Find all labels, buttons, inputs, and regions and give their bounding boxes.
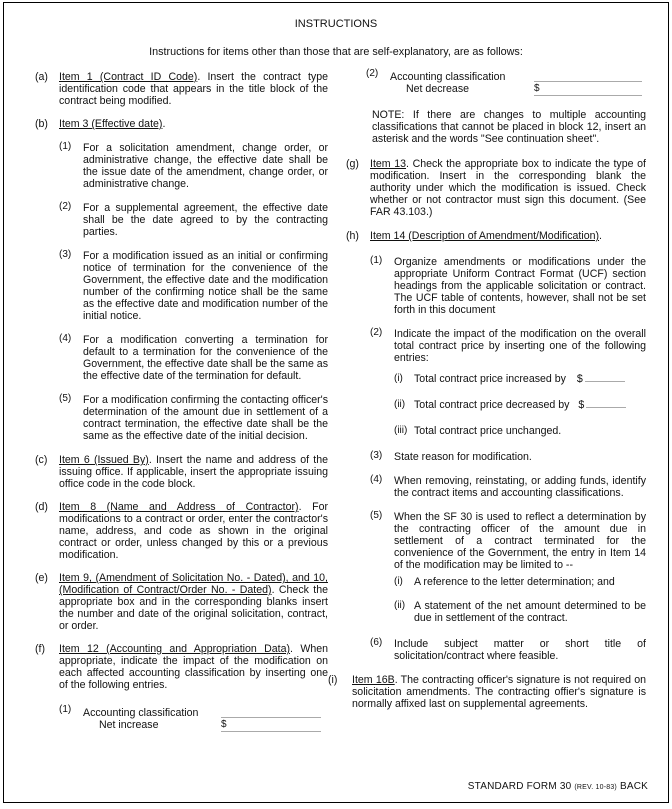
left-column (35, 71, 328, 746)
net-amount-label: (ii) (394, 600, 406, 611)
acct-2-line2: Net decrease (406, 83, 470, 95)
item-i-heading: Item 16B (352, 674, 395, 686)
item-b-sub-4-label: (4) (59, 333, 72, 344)
item-f-text: . When appropriate, indicate the impact of the modification on each affected accounting classification by inserting one of the following entries. (59, 643, 329, 691)
item-b-tail: . (162, 118, 166, 130)
letter-determination-text: A reference to the letter determination; and (414, 576, 615, 588)
acct-2-amount-field[interactable] (534, 69, 642, 95)
price-decreased-text: Total contract price decreased by (414, 399, 570, 411)
item-b-sub-2-label: (2) (59, 201, 72, 212)
item-d-text: . For modifications to a contract or order, enter the contractor's name, address, and code as shown in the original contract or order, unless changed by this or a previous modification. (59, 501, 328, 561)
price-increased-dollar: $ (576, 373, 583, 385)
price-unchanged-text: Total contract price unchanged. (414, 425, 562, 437)
item-h-sub-3-label: (3) (370, 450, 383, 461)
item-f (35, 643, 328, 735)
item-h-sub-4 (370, 475, 646, 499)
item-c-label: (c) (35, 454, 48, 466)
acct-2-dollar: $ (534, 83, 540, 94)
item-a (35, 71, 328, 107)
item-h-label: (h) (346, 230, 359, 242)
price-increased-row (394, 373, 646, 385)
item-d-label: (d) (35, 501, 48, 513)
item-h-sub-6 (370, 638, 646, 662)
right-column (328, 68, 646, 721)
item-b (35, 118, 328, 442)
price-decreased-label: (ii) (394, 399, 406, 410)
item-h-sub-6-text: Include subject matter or short title of solicitation/contract where feasible. (394, 638, 646, 662)
item-e-heading: Item 9, (Amendment of Solicitation No. - Dated), and 10, (Modification of Contract/Order No. - Dated) (59, 572, 328, 596)
acct-1-amount-field[interactable] (221, 705, 321, 731)
acct-2-line1: Accounting classification (390, 71, 506, 83)
item-i-text: . The contracting officer's signature is not required on solicitation amendments. The contracting offier's signature is normally affixed last on supplemental agreements. (352, 674, 646, 710)
item-b-sub-3-label: (3) (59, 249, 72, 260)
letter-determination-row (394, 576, 646, 588)
item-b-sub-1 (59, 142, 328, 190)
item-b-sub-5-text: For a modification confirming the contacting officer's determination of the amount due in settlement of a contract termination, the effective date shall be the same as the effective date of the initial decision. (83, 394, 328, 442)
item-a-text: . Insert the contract type identification code that appears in the title block of the contract being modified. (59, 71, 328, 107)
item-b-label: (b) (35, 118, 48, 130)
acct-1-line1: Accounting classification (83, 707, 199, 719)
price-decreased-dollar: $ (578, 399, 585, 411)
item-b-sub-2-text: For a supplemental agreement, the effective date shall be the date agreed to by the contracting parties. (83, 202, 328, 238)
net-amount-text: A statement of the net amount determined to be due in settlement of the contract. (414, 600, 646, 624)
form-revision: (REV. 10-83) (574, 784, 617, 791)
item-g-label: (g) (346, 158, 359, 170)
item-c-heading: Item 6 (Issued By) (59, 454, 149, 466)
item-c-text: . Insert the name and address of the issuing office. If applicable, insert the appropriate issuing office code in the code block. (59, 454, 328, 490)
item-h-sub-1-text: Organize amendments or modifications under the appropriate Uniform Contract Format (UCF) section headings from the applicable solicitation or contract. The UCF table of contents, however, shall not be set forth in this document (394, 256, 646, 316)
item-b-sub-3 (59, 250, 328, 322)
intro-text: Instructions for items other than those that are self-explanatory, are as follows: (149, 46, 523, 58)
item-g-heading: Item 13 (370, 158, 407, 170)
price-increased-field[interactable] (585, 373, 625, 382)
item-b-sub-5 (59, 394, 328, 442)
item-h-sub-5-text: When the SF 30 is used to reflect a determination by the contracting officer of the amount due in settlement of a contract terminated for the convenience of the Government, the entry in Item 14 of the modification may be limited to -- (394, 511, 646, 571)
item-e-text: . Check the appropriate box and in the corresponding blanks insert the number and date of the original solicitation, contract, or order. (59, 584, 328, 632)
acct-1-label: (1) (59, 704, 72, 715)
item-h-sub-4-text: When removing, reinstating, or adding funds, identify the contract items and accounting classifications. (394, 475, 646, 499)
item-h-sub-3 (370, 451, 646, 463)
letter-determination-label: (i) (394, 576, 403, 587)
price-unchanged-row (394, 425, 646, 437)
acct-2-label: (2) (366, 68, 379, 79)
price-decreased-row (394, 399, 646, 411)
form-footer (468, 781, 648, 794)
acct-1-dollar: $ (221, 719, 227, 730)
item-b-sub-3-text: For a modification issued as an initial or confirming notice of termination for the convenience of the Government, the effective date and the modification number of the confirming notice shall be the same as the effective date and modification number of the initial notice. (83, 250, 328, 322)
item-d (35, 501, 328, 561)
item-f-heading: Item 12 (Accounting and Appropriation Data) (59, 643, 291, 655)
item-g-text: . Check the appropriate box to indicate the type of modification. Insert in the corresponding blank the authority under which the modification is issued. Check whether or not contractor must sign this document. (See FAR 43.103.) (370, 158, 646, 218)
item-a-heading: Item 1 (Contract ID Code) (59, 71, 198, 83)
item-h-sub-5 (370, 511, 646, 624)
accounting-note: NOTE: If there are changes to multiple accounting classifications that cannot be placed in block 12, insert an asterisk and the words "See continuation sheet". (372, 109, 646, 145)
price-unchanged-label: (iii) (394, 425, 408, 436)
form-side: BACK (619, 781, 648, 792)
price-increased-text: Total contract price increased by (414, 373, 566, 385)
item-b-sub-4 (59, 334, 328, 382)
item-e-label: (e) (35, 572, 48, 584)
item-h-sub-2-label: (2) (370, 327, 383, 338)
price-increased-label: (i) (394, 373, 403, 384)
item-d-heading: Item 8 (Name and Address of Contractor) (59, 501, 299, 513)
item-h (346, 230, 646, 662)
item-i-label: (i) (328, 674, 338, 686)
item-b-sub-5-label: (5) (59, 393, 72, 404)
item-h-sub-3-text: State reason for modification. (394, 451, 532, 463)
item-a-label: (a) (35, 71, 48, 83)
item-h-sub-2 (370, 328, 646, 437)
acct-1-line2: Net increase (99, 719, 159, 731)
item-c (35, 454, 328, 490)
item-h-sub-2-text: Indicate the impact of the modification on the overall total contract price by inserting one of the following entries: (394, 328, 646, 364)
page-title: INSTRUCTIONS (294, 18, 378, 30)
form-page (3, 2, 669, 803)
accounting-net-decrease (346, 69, 646, 101)
item-h-sub-1 (370, 256, 646, 316)
net-amount-row (394, 600, 646, 624)
item-b-sub-4-text: For a modification converting a termination for default to a termination for the convenience of the Government, the effective date shall be the same as the effective date of the termination for default. (83, 334, 328, 382)
item-f-label: (f) (35, 643, 45, 655)
item-h-tail: . (599, 230, 602, 242)
item-b-sub-1-text: For a solicitation amendment, change order, or administrative change, the effective date shall be the issue date of the amendment, change order, or administrative change. (83, 142, 328, 190)
item-h-sub-1-label: (1) (370, 255, 383, 266)
item-b-sub-1-label: (1) (59, 141, 72, 152)
form-name: STANDARD FORM 30 (467, 781, 572, 792)
item-b-heading: Item 3 (Effective date) (59, 118, 163, 130)
item-g (346, 158, 646, 218)
price-decreased-field[interactable] (586, 399, 626, 408)
item-e (35, 572, 328, 632)
item-h-sub-4-label: (4) (370, 474, 383, 485)
item-h-sub-5-label: (5) (370, 510, 383, 521)
item-h-sub-6-label: (6) (370, 637, 383, 648)
item-h-heading: Item 14 (Description of Amendment/Modification) (370, 230, 600, 242)
item-i (328, 674, 646, 710)
item-b-sub-2 (59, 202, 328, 238)
accounting-net-increase (35, 705, 328, 735)
